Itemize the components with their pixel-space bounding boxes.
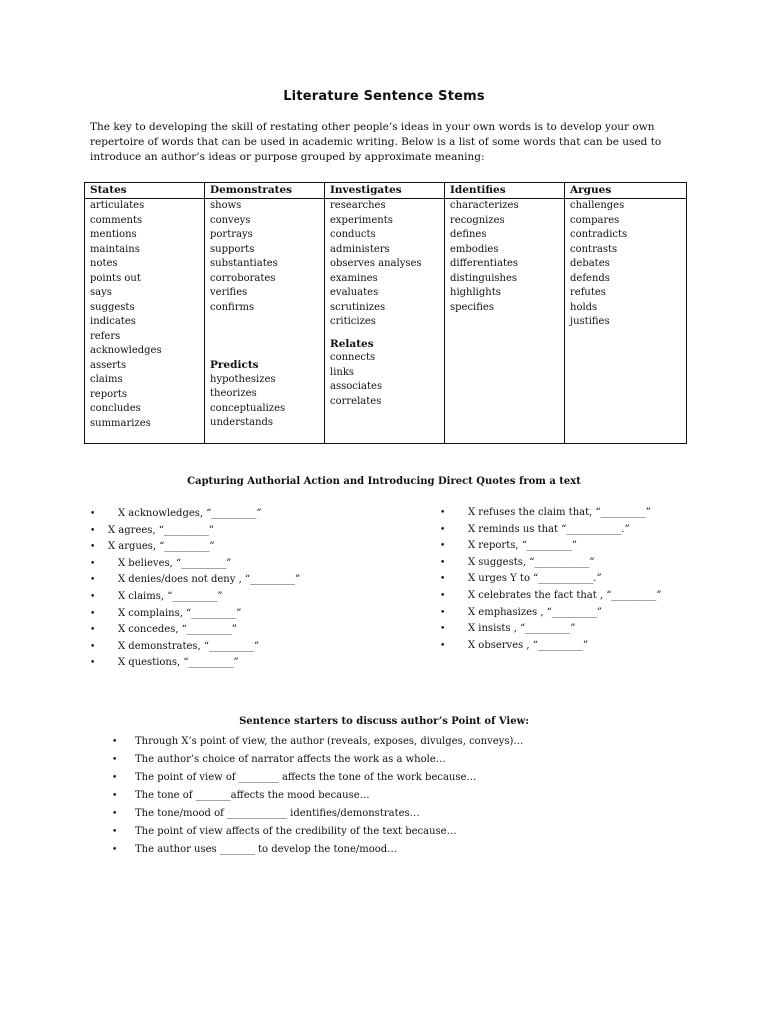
- list-item: highlights: [450, 287, 501, 298]
- list-item: differentiates: [450, 258, 519, 269]
- bullet-icon: •: [440, 640, 446, 651]
- list-item: conceptualizes: [210, 402, 286, 414]
- quote-stem-text: X concedes, “_________”: [118, 624, 237, 636]
- bullet-icon: •: [112, 845, 118, 855]
- table-header-row: [85, 183, 687, 199]
- list-item: scrutinizes: [330, 301, 386, 313]
- quote-stem-text: X questions, “_________”: [118, 657, 239, 669]
- word-list: [450, 199, 564, 315]
- list-item: embodies: [450, 243, 499, 255]
- list-item: contrasts: [570, 243, 618, 255]
- bullet-icon: •: [90, 591, 96, 602]
- list-item: challenges: [570, 200, 625, 211]
- bullet-icon: •: [440, 541, 446, 552]
- list-item: conducts: [330, 229, 376, 240]
- pov-starter-text: The author uses _______ to develop the tone/mood…: [135, 844, 398, 855]
- list-item: examines: [330, 272, 378, 284]
- word-list: [570, 199, 686, 330]
- pov-starter-text: The tone/mood of ____________ identifies/demonstrates…: [135, 808, 420, 819]
- bullet-icon: •: [90, 625, 96, 636]
- word-list: [330, 351, 444, 409]
- list-item: reports: [90, 388, 128, 400]
- list-item: portrays: [210, 229, 253, 240]
- list-item: confirms: [210, 301, 255, 313]
- relates-subheading: Relates: [330, 337, 374, 350]
- list-item: supports: [210, 243, 255, 255]
- quote-stem-text: X insists , “_________”: [468, 623, 576, 635]
- list-item: corroborates: [210, 272, 276, 284]
- column-header: Identifies: [445, 183, 565, 199]
- quote-stem-text: X believes, “_________”: [118, 557, 232, 569]
- quote-stem-text: X emphasizes , “_________”: [468, 606, 602, 618]
- bullet-icon: •: [90, 658, 96, 669]
- list-item: claims: [90, 374, 123, 385]
- list-item: summarizes: [90, 417, 151, 429]
- list-item: substantiates: [210, 258, 278, 269]
- bullet-icon: •: [440, 524, 446, 535]
- quote-stem-text: X demonstrates, “_________”: [118, 640, 260, 652]
- list-item: acknowledges: [90, 345, 162, 356]
- quote-stem-text: X agrees, “_________”: [108, 524, 214, 536]
- list-item: theorizes: [210, 388, 257, 399]
- quote-stem-text: X suggests, “___________”: [468, 556, 595, 568]
- bullet-icon: •: [112, 809, 118, 819]
- quote-stem-text: X claims, “_________”: [118, 590, 223, 602]
- sentence-stems-table: [84, 182, 687, 444]
- quote-stem-text: X denies/does not deny , “_________”: [118, 574, 301, 586]
- bullet-icon: •: [90, 575, 96, 586]
- list-item: comments: [90, 214, 143, 226]
- list-item: defines: [450, 229, 487, 240]
- list-item: indicates: [90, 316, 136, 327]
- list-item: recognizes: [450, 214, 505, 226]
- quote-stem-text: X reports, “_________”: [468, 540, 577, 552]
- column-header: States: [85, 183, 205, 199]
- word-list: [210, 373, 324, 431]
- bullet-icon: •: [90, 542, 96, 553]
- bullet-icon: •: [90, 558, 96, 569]
- quote-stem-text: X reminds us that “___________.”: [468, 523, 630, 535]
- demonstrates-cell: [205, 199, 325, 444]
- list-item: compares: [570, 214, 620, 226]
- list-item: connects: [330, 352, 376, 363]
- list-item: mentions: [90, 229, 137, 240]
- bullet-icon: •: [90, 525, 96, 536]
- list-item: specifies: [450, 301, 494, 313]
- table-body-row: [85, 199, 687, 444]
- quote-stem-text: X argues, “_________”: [108, 541, 215, 553]
- quote-stem-text: X acknowledges, “_________”: [118, 508, 262, 519]
- bullet-icon: •: [440, 624, 446, 635]
- list-item: holds: [570, 301, 598, 313]
- list-item: refutes: [570, 287, 606, 298]
- list-item: hypothesizes: [210, 373, 276, 385]
- bullet-icon: •: [90, 641, 96, 652]
- quote-stem-text: X observes , “_________”: [468, 639, 589, 651]
- list-item: contradicts: [570, 229, 628, 240]
- investigates-cell: [325, 199, 445, 444]
- list-item: understands: [210, 417, 274, 428]
- list-item: criticizes: [330, 316, 376, 327]
- list-item: observes analyses: [330, 258, 422, 269]
- list-item: researches: [330, 200, 386, 211]
- list-item: verifies: [210, 287, 248, 298]
- bullet-icon: •: [440, 607, 446, 618]
- bullet-icon: •: [112, 755, 118, 765]
- list-item: administers: [330, 243, 390, 255]
- bullet-icon: •: [90, 509, 96, 519]
- bullet-icon: •: [440, 557, 446, 568]
- quote-stem-text: X refuses the claim that, “_________”: [468, 507, 651, 518]
- bullet-icon: •: [440, 574, 446, 585]
- list-item: asserts: [90, 359, 127, 371]
- bullet-icon: •: [90, 608, 96, 619]
- list-item: refers: [90, 330, 121, 342]
- list-item: links: [330, 366, 355, 378]
- list-item: articulates: [90, 200, 145, 211]
- argues-cell: [565, 199, 687, 444]
- predicts-subheading: Predicts: [210, 359, 259, 371]
- column-header: Demonstrates: [205, 183, 325, 199]
- pov-starter-text: The point of view affects of the credibility of the text because…: [135, 826, 457, 837]
- bullet-icon: •: [112, 737, 118, 747]
- identifies-cell: [445, 199, 565, 444]
- list-item: conveys: [210, 214, 251, 226]
- page-title: Literature Sentence Stems: [283, 89, 485, 104]
- column-header: Argues: [565, 183, 687, 199]
- list-item: shows: [210, 200, 242, 211]
- bullet-icon: •: [112, 773, 118, 783]
- bullet-icon: •: [440, 508, 446, 518]
- bullet-icon: •: [112, 827, 118, 837]
- quote-stem-text: X complains, “_________”: [118, 607, 242, 619]
- list-item: experiments: [330, 214, 393, 226]
- list-item: maintains: [90, 243, 140, 255]
- list-item: suggests: [90, 301, 135, 313]
- word-list: [210, 199, 324, 315]
- quote-stem-text: X celebrates the fact that , “_________”: [468, 589, 662, 601]
- states-cell: [85, 199, 205, 444]
- list-item: justifies: [570, 316, 610, 327]
- list-item: points out: [90, 272, 141, 284]
- list-item: concludes: [90, 403, 141, 414]
- list-item: notes: [90, 258, 118, 269]
- pov-starter-text: The point of view of ________ affects the tone of the work because…: [135, 772, 477, 783]
- list-item: associates: [330, 381, 383, 392]
- pov-starter-text: Through X’s point of view, the author (reveals, exposes, divulges, conveys)…: [135, 736, 524, 747]
- list-item: evaluates: [330, 287, 379, 298]
- list-item: distinguishes: [450, 272, 518, 284]
- quote-stem-text: X urges Y to “___________.”: [468, 573, 602, 585]
- intro-paragraph: The key to developing the skill of restating other people’s ideas in your own words is to develop your own repertoire of words that can be used in academic writing. Below is a list of some words that can be used to introduce an author’s ideas or purpose grouped by approximate meaning:: [90, 121, 662, 163]
- list-item: correlates: [330, 395, 382, 407]
- list-item: says: [90, 287, 112, 298]
- pov-starter-text: The tone of _______affects the mood because…: [135, 790, 370, 801]
- list-item: characterizes: [450, 200, 519, 211]
- word-list: [90, 199, 204, 431]
- section-heading-quotes: Capturing Authorial Action and Introducing Direct Quotes from a text: [187, 476, 581, 487]
- bullet-icon: •: [112, 791, 118, 801]
- list-item: defends: [570, 272, 610, 284]
- list-item: debates: [570, 258, 610, 269]
- word-list: [330, 199, 444, 330]
- section-heading-pov: Sentence starters to discuss author’s Point of View:: [239, 716, 529, 727]
- column-header: Investigates: [325, 183, 445, 199]
- pov-starter-text: The author’s choice of narrator affects the work as a whole…: [135, 754, 446, 765]
- bullet-icon: •: [440, 590, 446, 601]
